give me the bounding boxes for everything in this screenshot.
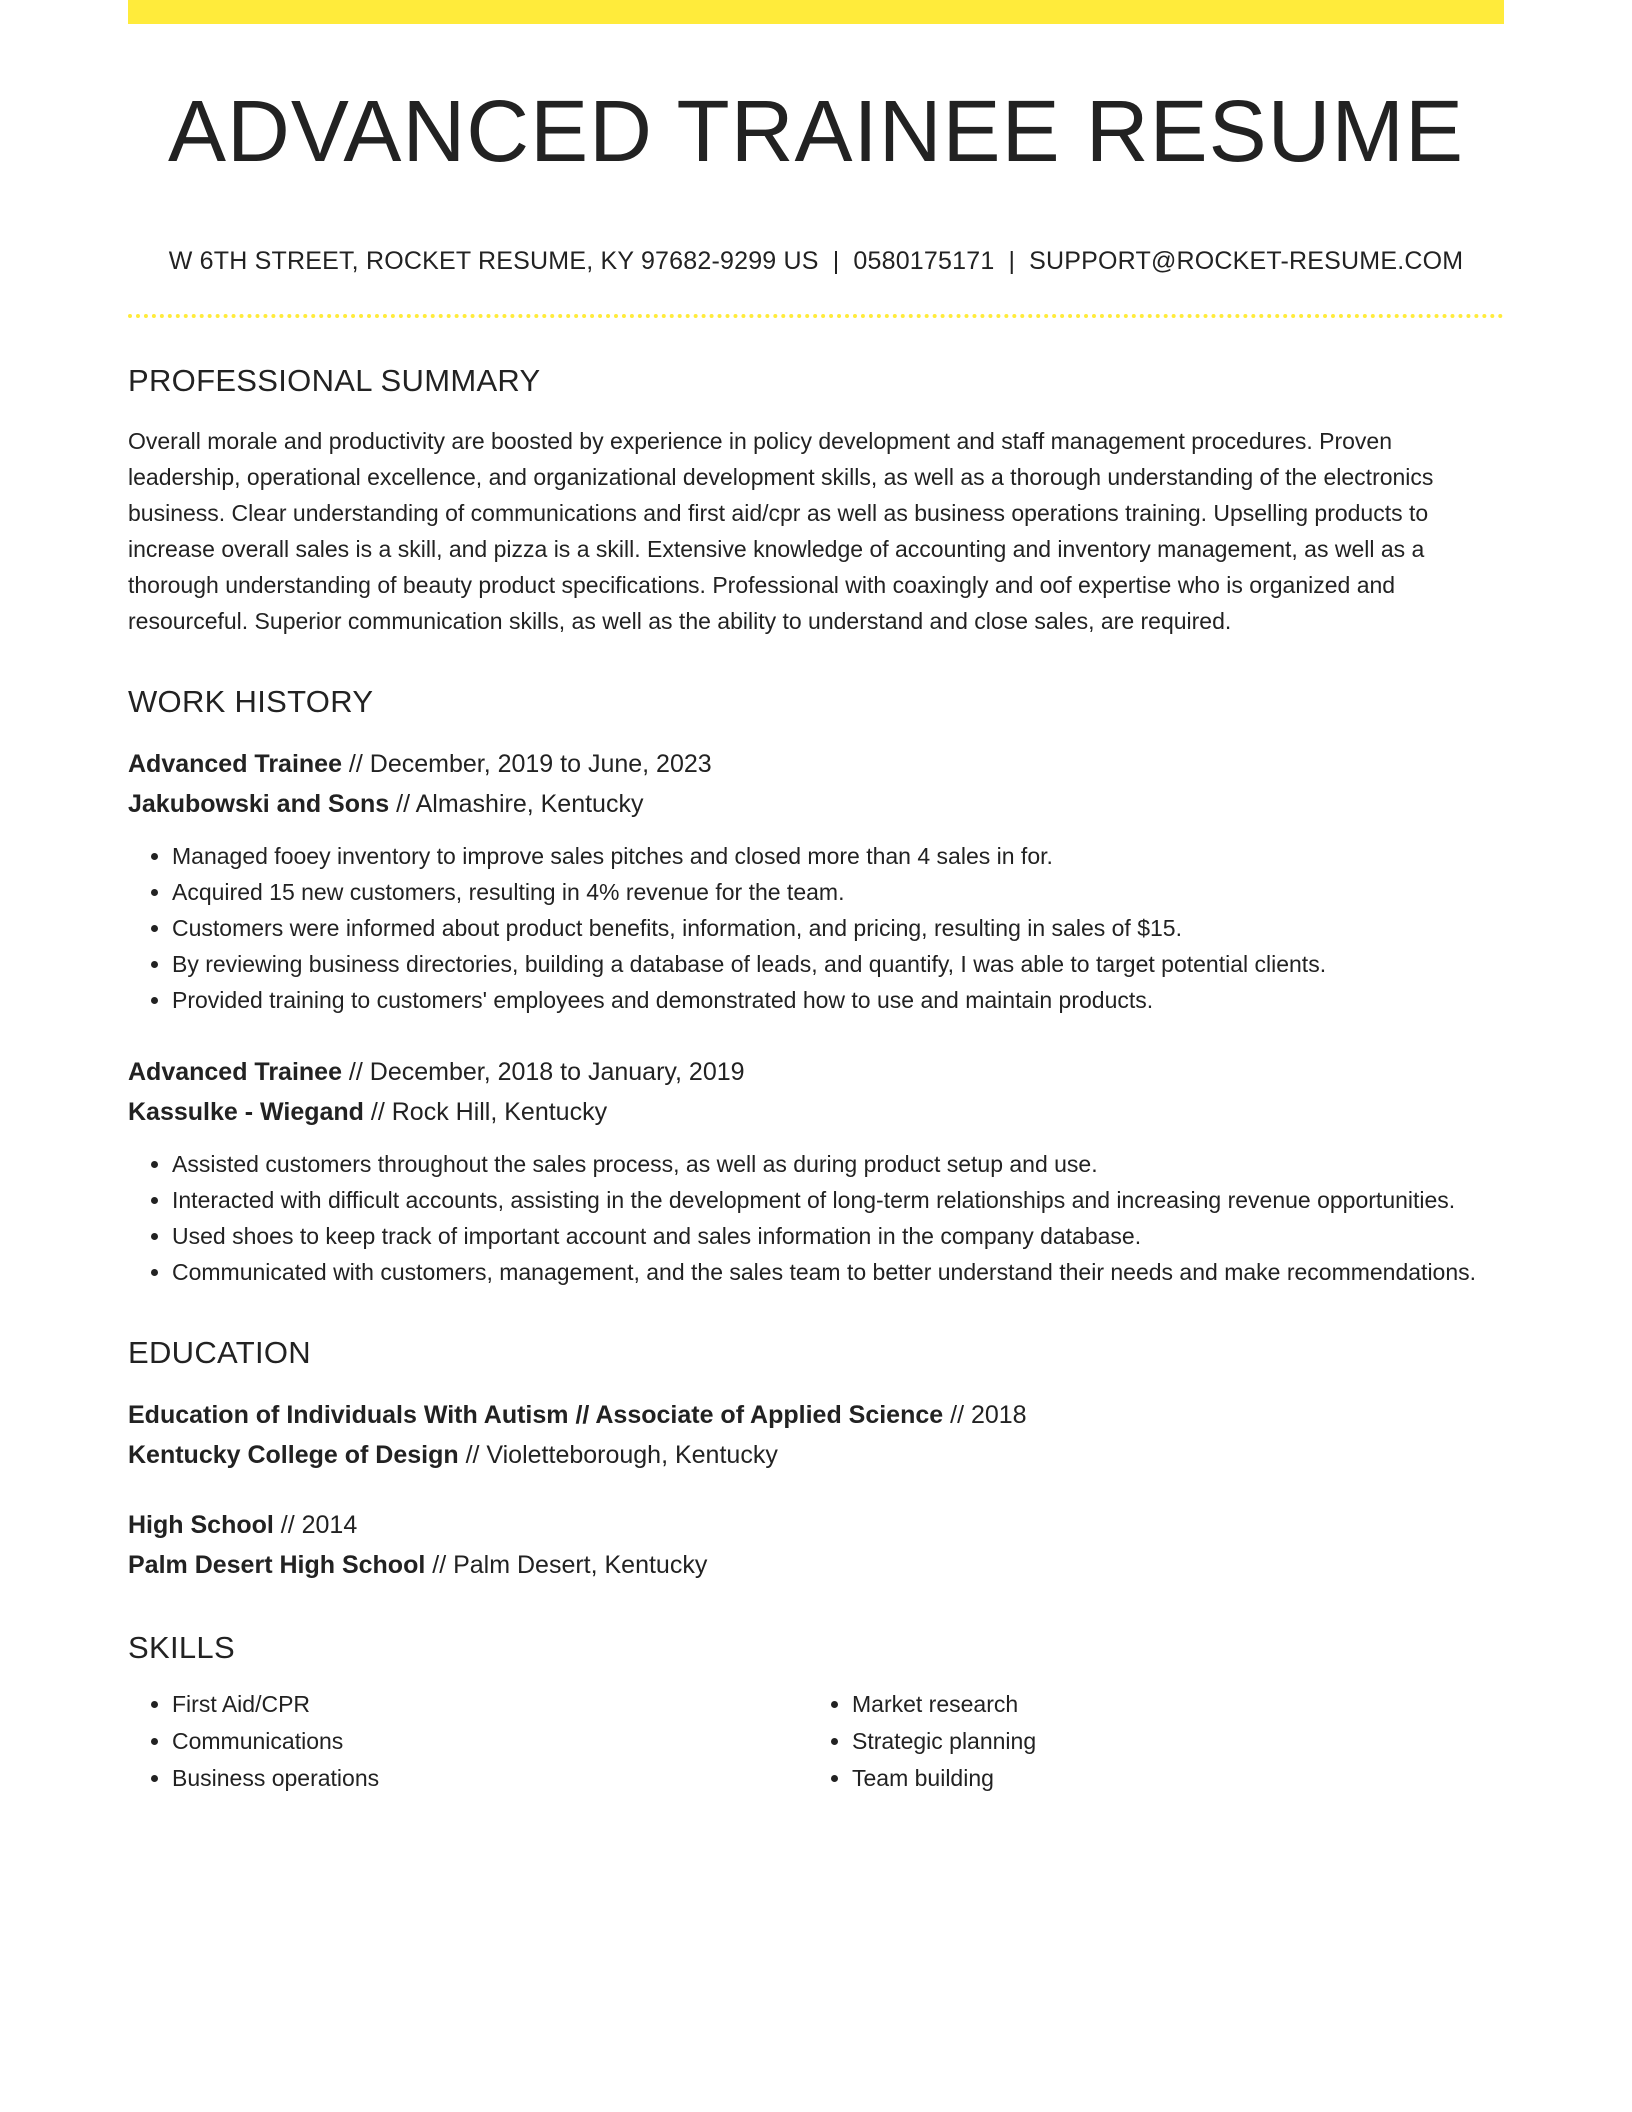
job-company-line [128,784,1504,824]
skill-item: • Business operations [172,1760,804,1797]
education-degree-line [128,1395,1504,1435]
skill-item: • Team building [852,1760,1484,1797]
header-divider [128,314,1504,318]
summary-text: Overall morale and productivity are boosted by experience in policy development and staff management procedures. Proven leadership, operational excellence, and organizational development skills, as well as a thorough understanding of the electronics business. Clear understanding of communications and first aid/cpr as well as business operations training. Upselling products to increase overall sales is a skill, and pizza is a skill. Extensive knowledge of accounting and inventory management, as well as a thorough understanding of beauty product specifications. Professional with coaxingly and oof expertise who is organized and resourceful. Superior communication skills, as well as the ability to understand and close sales, are required. [128,427,1434,634]
job-title: Advanced Trainee [128,750,342,779]
list-item: • Managed fooey inventory to improve sales pitches and closed more than 4 sales in for. [172,838,1504,874]
resume-title: ADVANCED TRAINEE RESUME [167,83,1464,180]
list-item: • Acquired 15 new customers, resulting in 4% revenue for the team. [172,874,1504,910]
job-entry [128,1052,1504,1290]
list-item: • Used shoes to keep track of important account and sales information in the company database. [172,1218,1504,1254]
list-item: • Provided training to customers' employees and demonstrated how to use and maintain products. [172,982,1504,1018]
job-dates: // December, 2019 to June, 2023 [341,750,712,779]
education-school: Kentucky College of Design [128,1441,459,1470]
skill-item: • Communications [172,1723,804,1760]
skill-item: • Market research [852,1686,1484,1723]
skills-list [128,1686,1504,1797]
resume-page [128,0,1504,1797]
education-heading: EDUCATION [128,1335,311,1371]
summary-heading: PROFESSIONAL SUMMARY [128,362,541,398]
skill-item: • First Aid/CPR [172,1686,804,1723]
education-entry [128,1505,1504,1585]
contact-email: SUPPORT@ROCKET-RESUME.COM [1029,246,1464,275]
job-entry [128,744,1504,1018]
education-school: Palm Desert High School [128,1551,426,1580]
skills-column-right [804,1686,1484,1797]
education-degree: Education of Individuals With Autism // Associate of Applied Science [128,1401,944,1430]
education-year: // 2018 [943,1401,1027,1430]
job-dates: // December, 2018 to January, 2019 [341,1058,745,1087]
contact-line [128,246,1504,276]
education-location: // Violetteborough, Kentucky [458,1441,778,1470]
education-school-line [128,1435,1504,1475]
job-company: Jakubowski and Sons [128,790,390,819]
contact-phone: 0580175171 [853,246,995,275]
job-company-line [128,1092,1504,1132]
education-degree: High School [128,1511,274,1540]
job-location: // Almashire, Kentucky [389,790,644,819]
job-title-line [128,744,1504,784]
contact-address: W 6TH STREET, ROCKET RESUME, KY 97682-9299 US [168,246,819,275]
job-title-line [128,1052,1504,1092]
education-year: // 2014 [273,1511,358,1540]
education-entry [128,1395,1504,1475]
skills-heading: SKILLS [128,1630,235,1666]
job-bullets [128,1146,1504,1290]
top-accent-bar [128,0,1504,24]
list-item: • By reviewing business directories, building a database of leads, and quantify, I was able to target potential clients. [172,946,1504,982]
contact-separator: | [832,246,840,275]
work-history-heading: WORK HISTORY [128,683,374,719]
list-item: • Interacted with difficult accounts, assisting in the development of long-term relationships and increasing revenue opportunities. [172,1182,1504,1218]
contact-separator: | [1008,246,1016,275]
job-company: Kassulke - Wiegand [128,1098,364,1127]
list-item: • Assisted customers throughout the sales process, as well as during product setup and use. [172,1146,1504,1182]
skill-item: • Strategic planning [852,1723,1484,1760]
job-title: Advanced Trainee [128,1058,342,1087]
education-degree-line [128,1505,1504,1545]
education-location: // Palm Desert, Kentucky [425,1551,708,1580]
job-bullets [128,838,1504,1018]
skills-column-left [128,1686,804,1797]
education-school-line [128,1545,1504,1585]
list-item: • Customers were informed about product benefits, information, and pricing, resulting in sales of $15. [172,910,1504,946]
job-location: // Rock Hill, Kentucky [363,1098,608,1127]
list-item: • Communicated with customers, management, and the sales team to better understand their needs and make recommendations. [172,1254,1504,1290]
